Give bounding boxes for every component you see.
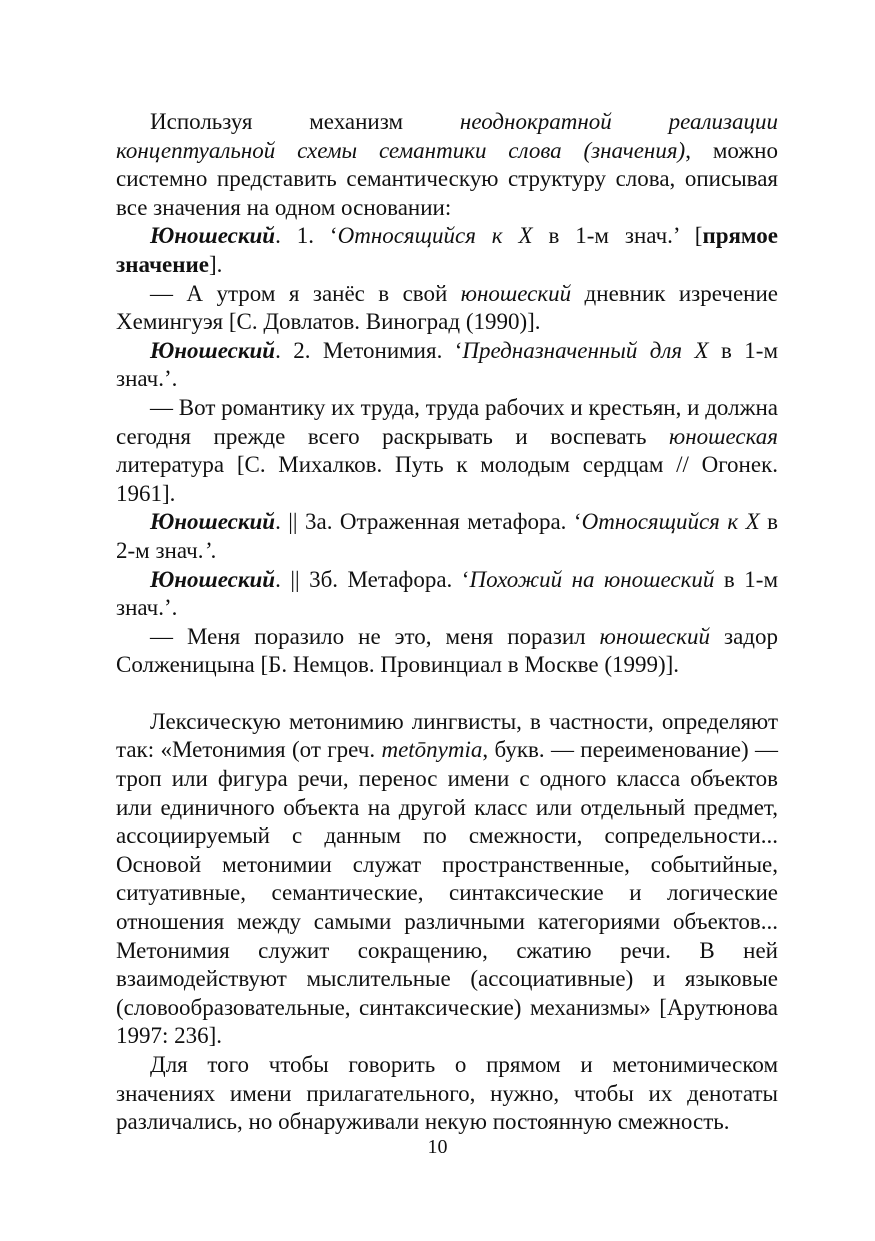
definition-paragraph — [116, 222, 778, 279]
text-run: — Вот романтику их труда, труда рабочих и крестьян, и должна сегодня прежде всего раскрывать и воспевать — [116, 394, 778, 449]
definition-paragraph — [116, 566, 778, 623]
example-paragraph — [116, 280, 778, 337]
headword-bold — [150, 567, 275, 592]
text-run: . || 3б. Метафора. ‘ — [275, 566, 470, 592]
text-run: — А утром я занёс в свой — [150, 280, 461, 306]
text-run: Лексическую метонимию лингвисты, в частности, определяют так: «Метонимия (от греч. — [116, 708, 778, 763]
example-paragraph — [116, 623, 778, 680]
text-run: задор Солженицына [Б. Немцов. Провинциал в Москве (1999)]. — [116, 623, 779, 678]
headword-bold — [150, 223, 275, 248]
italic-text: юношеский — [599, 623, 710, 649]
page-number: 10 — [427, 1136, 448, 1158]
text-run: . || 3а. Отраженная метафора. ‘ — [275, 509, 582, 535]
text-run: Используя механизм — [150, 109, 460, 134]
text-run: — Меня поразило не это, меня поразил — [150, 623, 600, 649]
headword-bold — [150, 338, 275, 363]
headword: Юношеский — [150, 223, 276, 249]
text-run: литература [С. Михалков. Путь к молодым сердцам // Огонек. 1961]. — [116, 452, 778, 506]
italic-text: неоднократной реализации концептуальной схемы семантики слова (значения) — [116, 109, 778, 163]
text-run: . 2. Метонимия. ‘ — [275, 337, 463, 363]
definition-paragraph — [116, 508, 778, 565]
bold-text: прямое значение — [116, 223, 778, 277]
text-run: в 1-м знач.’ [ — [532, 223, 703, 249]
text-run: в 2-м знач. — [116, 509, 778, 563]
italic-text: Похожий на юношеский — [469, 566, 715, 592]
section-gap — [116, 680, 778, 708]
text-paragraph — [116, 108, 778, 222]
text-run: дневник изречение Хемингуэя [С. Довлатов. Виноград (1990)]. — [116, 280, 778, 335]
italic-text: ’. — [203, 537, 217, 563]
text-run: в 1-м знач.’. — [116, 337, 778, 392]
headword: Юношеский — [150, 509, 276, 535]
text-paragraph — [116, 1051, 778, 1137]
text-run: ]. — [208, 251, 223, 277]
italic-text: Относящийся к X — [337, 223, 533, 249]
example-paragraph — [116, 394, 778, 508]
text-paragraph — [116, 708, 778, 1051]
text-run: . 1. ‘ — [275, 223, 338, 249]
page-body — [116, 108, 778, 1137]
italic-text: юношеская — [669, 423, 778, 449]
definition-paragraph — [116, 337, 778, 394]
text-run: в 1-м знач.’. — [116, 566, 778, 621]
headword: Юношеский — [150, 566, 276, 592]
text-run: , букв. — переименование) — троп или фигура речи, перенос имени с одного класса объектов или единичного объекта на другой класс или отдельный предмет, ассоциируемый с данным по смежности, сопредельности... Основой метонимии служат пространственные, событийные, ситуативные, семантические, синтаксические и логические отношения между самыми различными категориями объектов... Метонимия служит сокращению, сжатию речи. В ней взаимодействуют мыслительные (ассоциативные) и языковые (словообразовательные, синтаксические) механизмы» [Арутюнова 1997: 236]. — [116, 737, 779, 1049]
text-run: Для того чтобы говорить о прямом и метонимическом значениях имени прилагательного, нужно, чтобы их денотаты различались, но обнаруживали некую постоянную смежность. — [116, 1052, 778, 1135]
text-run: , можно системно представить семантическую структуру слова, описывая все значения на одном основании: — [116, 137, 778, 220]
headword-bold — [150, 509, 275, 534]
italic-text: Относящийся к X — [581, 509, 760, 535]
italic-text: metōnуmia — [381, 737, 483, 763]
headword: Юношеский — [150, 337, 276, 363]
italic-text: Предназначенный для X — [462, 337, 709, 363]
italic-text: юношеский — [460, 280, 572, 306]
